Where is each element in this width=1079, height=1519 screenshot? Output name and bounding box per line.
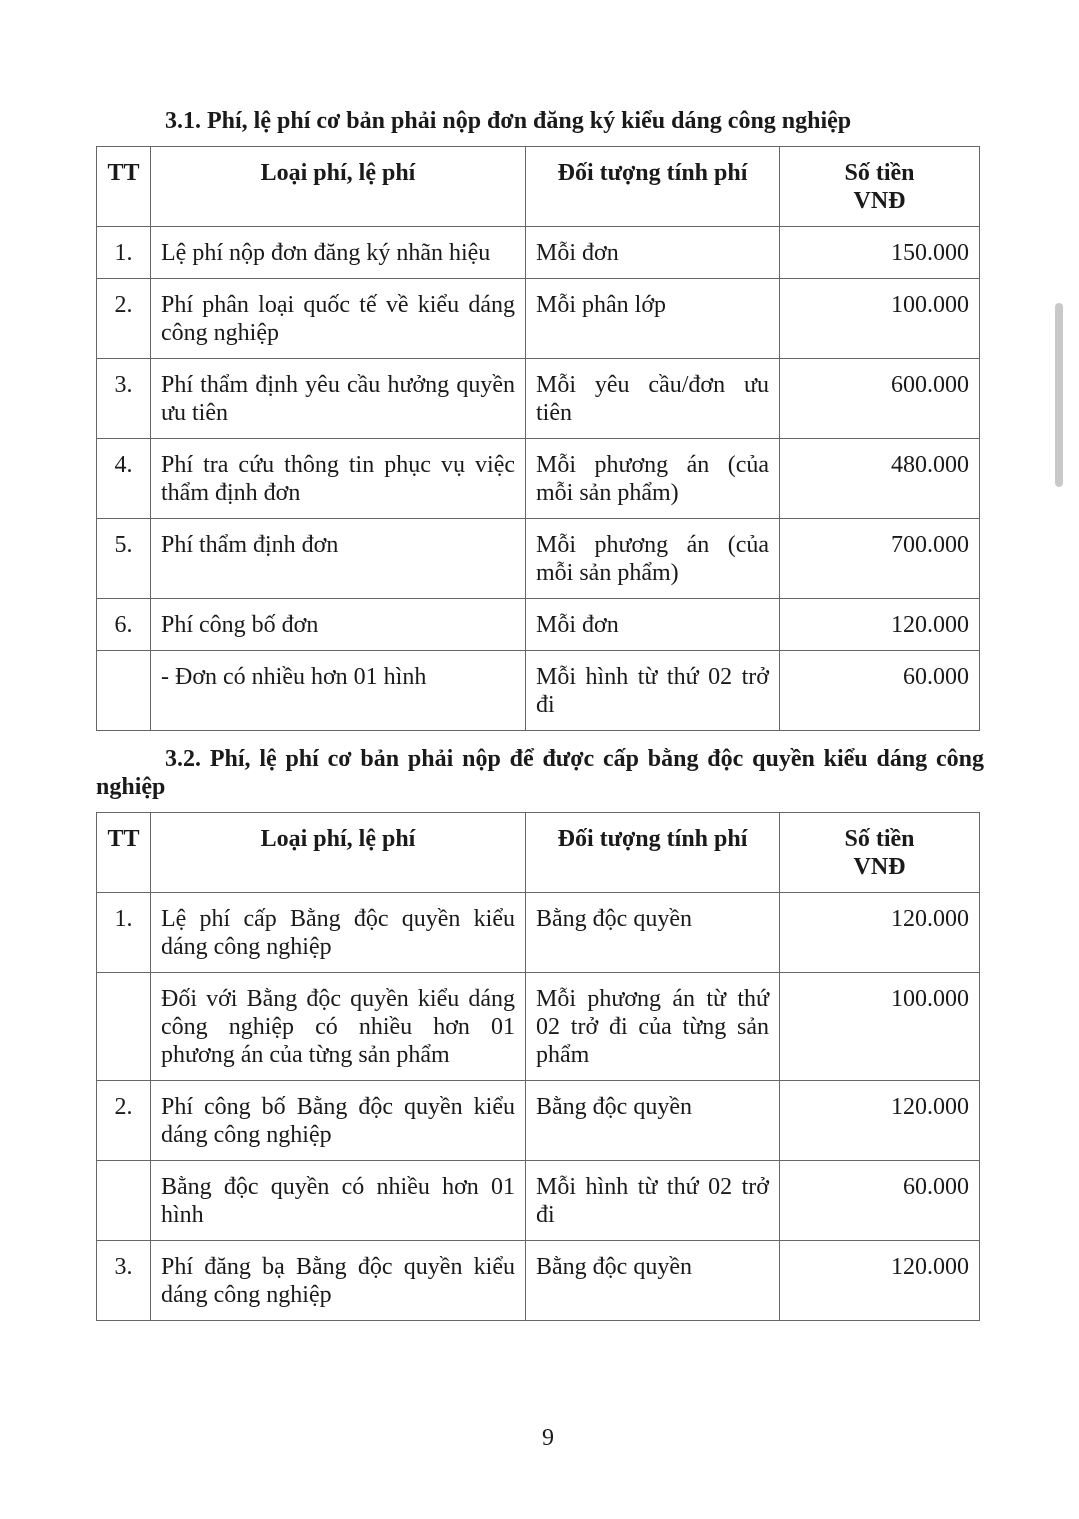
- cell-line: Bằng độc quyền: [536, 1254, 692, 1280]
- header-amount-line: Số tiền: [844, 160, 915, 186]
- cell-line: 02 trở đi của từng sản: [536, 1014, 769, 1040]
- cell-basis: [526, 359, 780, 439]
- cell-line: mỗi sản phẩm): [536, 480, 679, 506]
- cell-tt: 3.: [97, 1241, 151, 1321]
- cell-line: Phí công bố Bằng độc quyền kiểu: [161, 1094, 515, 1120]
- cell-line: Mỗi phương án (của: [536, 532, 769, 558]
- cell-line: Phí thẩm định yêu cầu hưởng quyền: [161, 372, 515, 398]
- section-1: [96, 107, 984, 731]
- section-2: [96, 745, 984, 1321]
- cell-basis: [526, 227, 780, 279]
- cell-line: phẩm: [536, 1042, 590, 1068]
- table-row: [97, 1241, 980, 1321]
- cell-line: công nghiệp có nhiều hơn 01: [161, 1014, 515, 1040]
- cell-fee-type: [151, 279, 526, 359]
- cell-tt: 5.: [97, 519, 151, 599]
- cell-line: dáng công nghiệp: [161, 1122, 332, 1148]
- header-amount: [780, 147, 980, 227]
- cell-amount: 60.000: [780, 1161, 980, 1241]
- cell-basis: [526, 519, 780, 599]
- section-title-line: nghiệp: [96, 774, 166, 800]
- section-title: [96, 107, 984, 135]
- cell-line: Mỗi đơn: [536, 612, 619, 638]
- cell-line: Phí thẩm định đơn: [161, 532, 339, 558]
- cell-line: Đối với Bằng độc quyền kiểu dáng: [161, 986, 515, 1012]
- cell-basis: [526, 651, 780, 731]
- header-amount-line: VNĐ: [853, 188, 906, 214]
- table-row: [97, 1081, 980, 1161]
- cell-line: mỗi sản phẩm): [536, 560, 679, 586]
- section-title: [96, 745, 984, 801]
- header-amount-line: Số tiền: [844, 826, 915, 852]
- cell-line: - Đơn có nhiều hơn 01 hình: [161, 664, 427, 690]
- cell-amount: 600.000: [780, 359, 980, 439]
- cell-line: Bằng độc quyền: [536, 906, 692, 932]
- cell-amount: 700.000: [780, 519, 980, 599]
- cell-line: Lệ phí nộp đơn đăng ký nhãn hiệu: [161, 240, 491, 266]
- cell-basis: [526, 599, 780, 651]
- cell-line: Mỗi phương án từ thứ: [536, 986, 769, 1012]
- cell-amount: 120.000: [780, 599, 980, 651]
- cell-fee-type: [151, 893, 526, 973]
- table-row: [97, 279, 980, 359]
- fee-table: [96, 812, 980, 1321]
- table-row: [97, 359, 980, 439]
- page-number: 9: [542, 1425, 554, 1451]
- header-row: [97, 813, 980, 893]
- cell-fee-type: [151, 439, 526, 519]
- section-title-line: 3.2. Phí, lệ phí cơ bản phải nộp để được cấp bằng độc quyền kiểu dáng công: [165, 746, 984, 772]
- cell-tt: 2.: [97, 1081, 151, 1161]
- cell-tt: 2.: [97, 279, 151, 359]
- cell-line: Mỗi hình từ thứ 02 trở: [536, 664, 769, 690]
- cell-amount: 100.000: [780, 279, 980, 359]
- cell-fee-type: [151, 1241, 526, 1321]
- cell-amount: 100.000: [780, 973, 980, 1081]
- cell-fee-type: [151, 1161, 526, 1241]
- header-tt: TT: [97, 813, 151, 893]
- fee-table: [96, 146, 980, 731]
- cell-amount: 120.000: [780, 1241, 980, 1321]
- table-row: [97, 599, 980, 651]
- cell-basis: [526, 1081, 780, 1161]
- cell-line: thẩm định đơn: [161, 480, 301, 506]
- cell-line: đi: [536, 692, 555, 718]
- cell-amount: 480.000: [780, 439, 980, 519]
- cell-line: Mỗi yêu cầu/đơn ưu: [536, 372, 769, 398]
- header-amount-line: VNĐ: [853, 854, 906, 880]
- table-body: [97, 227, 980, 731]
- cell-line: Bằng độc quyền có nhiều hơn 01: [161, 1174, 515, 1200]
- cell-line: ưu tiên: [161, 400, 228, 426]
- cell-tt: [97, 651, 151, 731]
- cell-line: Phí tra cứu thông tin phục vụ việc: [161, 452, 515, 478]
- table-body: [97, 893, 980, 1321]
- table-row: [97, 1161, 980, 1241]
- cell-tt: 4.: [97, 439, 151, 519]
- header-tt: TT: [97, 147, 151, 227]
- cell-basis: [526, 1241, 780, 1321]
- cell-fee-type: [151, 599, 526, 651]
- cell-fee-type: [151, 973, 526, 1081]
- cell-line: Mỗi hình từ thứ 02 trở: [536, 1174, 769, 1200]
- cell-line: phương án của từng sản phẩm: [161, 1042, 450, 1068]
- cell-line: Mỗi phương án (của: [536, 452, 769, 478]
- header-fee-type: Loại phí, lệ phí: [151, 147, 526, 227]
- cell-fee-type: [151, 651, 526, 731]
- header-basis: Đối tượng tính phí: [526, 147, 780, 227]
- cell-fee-type: [151, 227, 526, 279]
- table-row: [97, 439, 980, 519]
- table-header: [97, 147, 980, 227]
- cell-fee-type: [151, 359, 526, 439]
- cell-tt: [97, 973, 151, 1081]
- cell-line: dáng công nghiệp: [161, 934, 332, 960]
- table-row: [97, 227, 980, 279]
- cell-line: hình: [161, 1202, 204, 1228]
- cell-tt: [97, 1161, 151, 1241]
- header-amount: [780, 813, 980, 893]
- cell-line: Phí phân loại quốc tế về kiểu dáng: [161, 292, 515, 318]
- cell-tt: 1.: [97, 227, 151, 279]
- cell-basis: [526, 1161, 780, 1241]
- cell-line: đi: [536, 1202, 555, 1228]
- cell-fee-type: [151, 519, 526, 599]
- cell-basis: [526, 439, 780, 519]
- table-row: [97, 519, 980, 599]
- cell-tt: 3.: [97, 359, 151, 439]
- cell-line: Phí đăng bạ Bằng độc quyền kiểu: [161, 1254, 515, 1280]
- cell-basis: [526, 893, 780, 973]
- cell-line: công nghiệp: [161, 320, 279, 346]
- header-basis: Đối tượng tính phí: [526, 813, 780, 893]
- cell-line: Lệ phí cấp Bằng độc quyền kiểu: [161, 906, 515, 932]
- cell-amount: 60.000: [780, 651, 980, 731]
- cell-amount: 120.000: [780, 893, 980, 973]
- document-body: [96, 107, 984, 1321]
- cell-amount: 120.000: [780, 1081, 980, 1161]
- table-row: [97, 973, 980, 1081]
- cell-basis: [526, 279, 780, 359]
- table-row: [97, 651, 980, 731]
- cell-line: Bằng độc quyền: [536, 1094, 692, 1120]
- cell-line: tiên: [536, 400, 572, 426]
- header-row: [97, 147, 980, 227]
- cell-fee-type: [151, 1081, 526, 1161]
- cell-tt: 6.: [97, 599, 151, 651]
- cell-line: Mỗi đơn: [536, 240, 619, 266]
- cell-amount: 150.000: [780, 227, 980, 279]
- cell-basis: [526, 973, 780, 1081]
- cell-line: dáng công nghiệp: [161, 1282, 332, 1308]
- table-header: [97, 813, 980, 893]
- cell-tt: 1.: [97, 893, 151, 973]
- scrollbar-thumb[interactable]: [1055, 303, 1063, 487]
- table-row: [97, 893, 980, 973]
- header-fee-type: Loại phí, lệ phí: [151, 813, 526, 893]
- section-title-line: 3.1. Phí, lệ phí cơ bản phải nộp đơn đăng ký kiểu dáng công nghiệp: [165, 108, 852, 134]
- cell-line: Mỗi phân lớp: [536, 292, 667, 318]
- cell-line: Phí công bố đơn: [161, 612, 319, 638]
